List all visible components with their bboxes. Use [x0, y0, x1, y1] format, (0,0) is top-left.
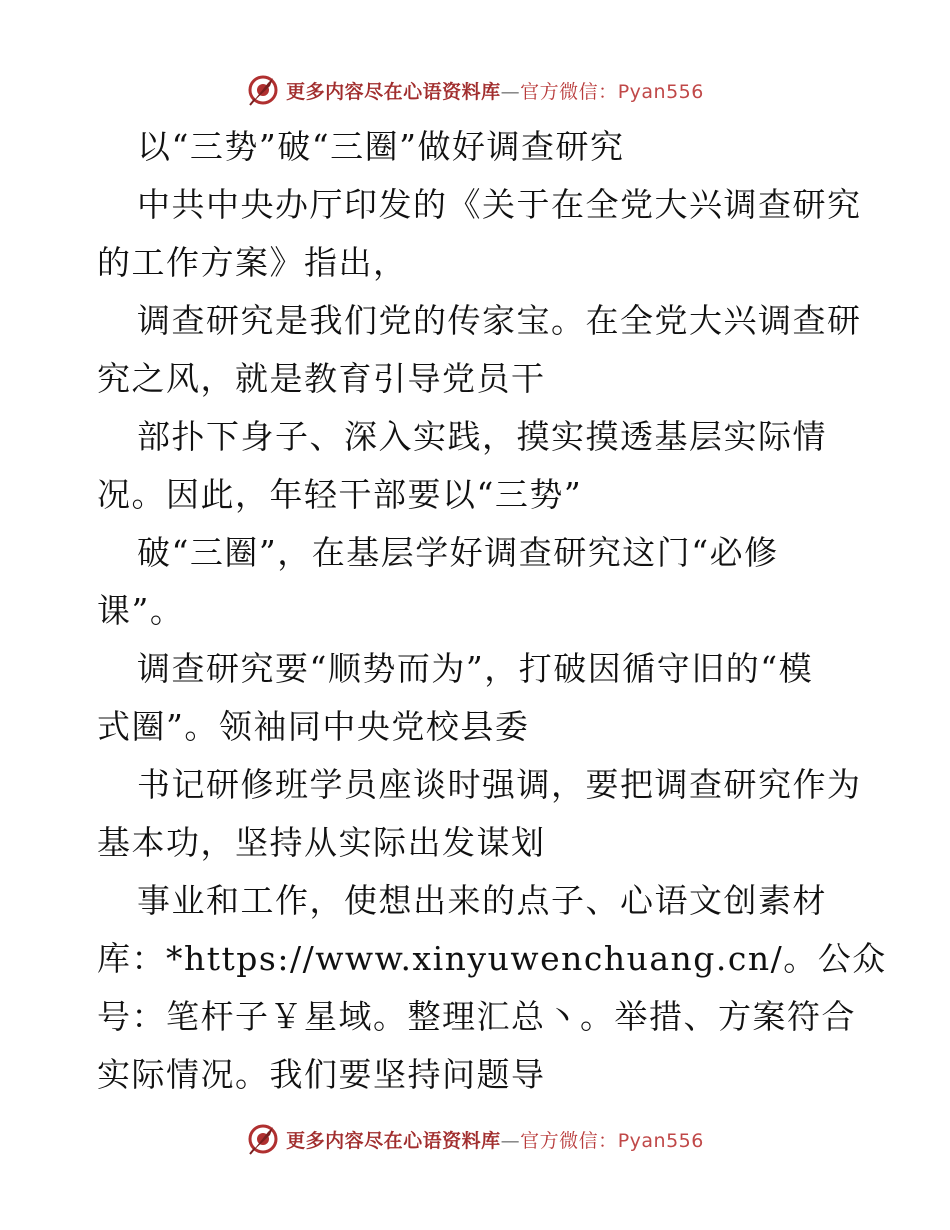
- document-title: 以“三势”破“三圈”做好调查研究: [137, 127, 625, 166]
- footer-banner-sep: —: [500, 1129, 521, 1152]
- quill-seal-icon: [246, 1122, 280, 1156]
- header-banner-label: 官方微信：: [520, 80, 618, 103]
- paragraph-line: 书记研修班学员座谈时强调，要把调查研究作为: [137, 765, 862, 804]
- footer-banner-text: [286, 1126, 704, 1153]
- footer-banner-handle: Pyan556: [617, 1129, 704, 1152]
- header-banner-text: [286, 77, 704, 104]
- paragraph-line: 部扑下身子、深入实践，摸实摸透基层实际情: [137, 417, 827, 456]
- paragraph-line: 调查研究要“顺势而为”，打破因循守旧的“模: [137, 649, 814, 688]
- header-banner-handle: Pyan556: [617, 80, 704, 103]
- footer-banner-label: 官方微信：: [520, 1129, 618, 1152]
- paragraph-line: 的工作方案》指出，: [97, 243, 408, 282]
- quill-seal-icon: [246, 73, 280, 107]
- footer-banner: [0, 1119, 950, 1159]
- paragraph-line: 式圈”。领袖同中央党校县委: [97, 707, 530, 746]
- paragraph-line: 事业和工作，使想出来的点子、心语文创素材: [137, 881, 827, 920]
- paragraph-line: 况。因此，年轻干部要以“三势”: [97, 475, 583, 514]
- paragraph-line: 破“三圈”，在基层学好调查研究这门“必修: [137, 533, 779, 572]
- paragraph-line: 中共中央办厅印发的《关于在全党大兴调查研究: [137, 185, 862, 224]
- paragraph-line: 基本功，坚持从实际出发谋划: [97, 823, 546, 862]
- paragraph-line: 实际情况。我们要坚持问题导: [97, 1055, 546, 1094]
- header-banner-sep: —: [500, 80, 521, 103]
- document-body: [97, 118, 887, 1104]
- header-banner-main: 更多内容尽在心语资料库: [286, 80, 501, 103]
- footer-banner-main: 更多内容尽在心语资料库: [286, 1129, 501, 1152]
- paragraph-line: 库：*https://www.xinyuwenchuang.cn/。公众: [97, 939, 887, 978]
- header-banner: [0, 70, 950, 110]
- paragraph-line: 号：笔杆子￥星域。整理汇总丶。举措、方案符合: [97, 997, 856, 1036]
- paragraph-line: 究之风，就是教育引导党员干: [97, 359, 546, 398]
- paragraph-line: 调查研究是我们党的传家宝。在全党大兴调查研: [137, 301, 862, 340]
- paragraph-line: 课”。: [97, 591, 185, 630]
